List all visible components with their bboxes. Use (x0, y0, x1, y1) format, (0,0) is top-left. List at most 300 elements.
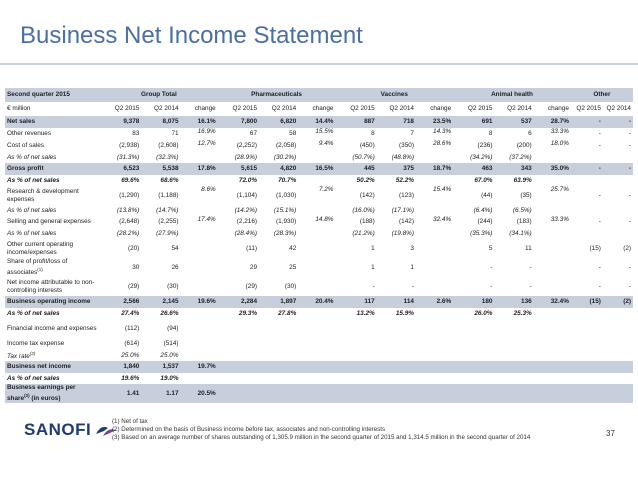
table-cell: 537 (494, 116, 533, 128)
table-cell: (1,930) (276, 218, 297, 225)
table-cell: 117 (335, 296, 376, 308)
row-label-text: Research & development expenses (7, 187, 79, 203)
table-cell: (19.8%) (391, 229, 414, 237)
table-cell: 2.6% (416, 296, 453, 308)
row-label (5, 186, 100, 205)
table-cell: 25.7% (550, 186, 569, 193)
table-cell (298, 205, 335, 216)
table-cell (377, 350, 416, 361)
table-cell: 15.4% (433, 186, 452, 193)
table-cell (218, 350, 259, 361)
row-label (5, 216, 100, 228)
row-label-text: Net sales (7, 118, 36, 125)
table-cell: (15) (589, 244, 601, 252)
table-cell: (29) (127, 282, 140, 290)
table-cell: (31.3%) (116, 153, 140, 161)
table-cell: (21.2%) (352, 229, 375, 237)
table-cell: - (372, 282, 375, 290)
table-cell: - (628, 191, 631, 199)
table-cell: - (411, 282, 414, 290)
table-cell: 5 (488, 244, 493, 252)
row-label (5, 350, 100, 361)
table-cell (453, 373, 494, 384)
table-cell: (11) (246, 244, 258, 252)
row-label-text: As % of net sales (7, 309, 60, 317)
table-cell: (30) (167, 282, 179, 290)
table-cell (298, 152, 335, 163)
table-cell: 14.8% (315, 216, 334, 223)
page-number: 37 (606, 429, 615, 438)
animal-health-header: Animal health (453, 88, 571, 102)
footnote-line: (2) Determined on the basis of Business income before tax, associates and non-controlling interests (112, 426, 386, 433)
table-cell: (2) (603, 296, 633, 308)
table-cell: 28.6% (433, 140, 452, 147)
table-cell (298, 175, 335, 186)
table-cell: - (598, 282, 601, 290)
footnote-line: (1) Net of tax (112, 418, 148, 425)
table-cell: 52.2% (395, 176, 414, 184)
table-cell: 25.0% (121, 351, 140, 359)
column-header: Q2 2015 (350, 105, 375, 112)
table-cell (298, 373, 335, 384)
table-cell: 18.7% (416, 163, 453, 175)
table-row (5, 308, 633, 319)
table-cell (416, 277, 453, 296)
table-cell: (30.2%) (273, 153, 297, 161)
slide-title: Business Net Income Statement (20, 22, 363, 49)
table-cell: (13.8%) (116, 206, 140, 214)
table-cell (259, 384, 298, 403)
table-cell (298, 361, 335, 373)
column-header: change (430, 105, 452, 112)
table-cell: 70.7% (278, 176, 297, 184)
table-cell (534, 175, 571, 186)
table-row (5, 216, 633, 228)
table-cell (534, 373, 571, 384)
table-row (5, 350, 633, 361)
table-cell: 2,566 (100, 296, 141, 308)
row-label-text: Other revenues (7, 130, 52, 137)
table-cell: - (628, 282, 631, 290)
table-cell (181, 239, 218, 258)
table-cell (416, 384, 453, 403)
column-header: Q2 2014 (389, 105, 414, 112)
row-label (5, 308, 100, 319)
table-cell: - (598, 263, 601, 271)
row-label (5, 239, 100, 258)
row-label-text: Selling and general expenses (7, 218, 91, 225)
table-cell (494, 350, 533, 361)
table-cell: 1 (410, 263, 414, 271)
table-cell: 29 (249, 263, 258, 271)
table-cell: 13.2% (356, 309, 375, 317)
table-cell (218, 361, 259, 373)
table-cell: 2,145 (141, 296, 180, 308)
table-cell: 1,897 (259, 296, 298, 308)
row-label-text: Income tax expense (7, 340, 65, 348)
table-cell: 26.6% (160, 309, 179, 317)
row-label-text: As % of net sales (7, 176, 60, 184)
table-cell (571, 361, 603, 373)
table-cell (298, 258, 335, 277)
table-cell: 25.0% (160, 351, 179, 359)
table-cell: 12.7% (197, 140, 216, 147)
table-cell (571, 228, 603, 239)
table-cell: 32.4% (534, 296, 571, 308)
table-cell: 26 (171, 263, 179, 271)
table-cell: - (628, 263, 631, 271)
row-label (5, 128, 100, 140)
row-label-text: As % of net sales (7, 153, 57, 161)
table-cell: - (603, 116, 633, 128)
row-label (5, 205, 100, 216)
table-cell (416, 361, 453, 373)
table-cell: 180 (453, 296, 494, 308)
table-cell: (6.4%) (473, 206, 493, 214)
table-cell (298, 239, 335, 258)
table-cell: (123) (399, 191, 414, 199)
row-label-text: Business earnings per share (7, 384, 76, 403)
table-cell: 16.5% (298, 163, 335, 175)
table-cell (181, 205, 218, 216)
table-cell (181, 175, 218, 186)
column-header-row (5, 102, 633, 116)
table-cell: (1,030) (276, 191, 297, 199)
row-label (5, 228, 100, 239)
table-cell (603, 308, 633, 319)
table-cell (453, 319, 494, 338)
footnotes (112, 418, 530, 442)
table-cell (571, 350, 603, 361)
table-cell (416, 205, 453, 216)
row-label (5, 319, 100, 338)
table-cell: 26.0% (474, 309, 493, 317)
table-cell: 27.8% (278, 309, 297, 317)
column-header: Q2 2015 (232, 105, 258, 112)
row-label (5, 384, 100, 403)
table-cell (603, 361, 633, 373)
row-label-text: Cost of sales (7, 142, 44, 149)
table-cell: 19.6% (181, 296, 218, 308)
row-label-text: As % of net sales (7, 229, 57, 237)
table-cell: 7.2% (318, 186, 334, 193)
table-cell: (2,255) (158, 218, 179, 225)
table-cell: (1,188) (158, 191, 179, 199)
table-row (5, 258, 633, 277)
table-cell: 18.0% (550, 140, 569, 147)
table-cell (259, 373, 298, 384)
table-cell (534, 308, 571, 319)
table-row (5, 296, 633, 308)
row-label-text: As % of net sales (7, 206, 57, 214)
table-cell (335, 373, 376, 384)
column-header: change (194, 105, 216, 112)
table-cell (571, 319, 603, 338)
table-cell (534, 228, 571, 239)
table-cell (377, 319, 416, 338)
table-row (5, 140, 633, 152)
row-label (5, 152, 100, 163)
row-label-text: Gross profit (7, 165, 44, 172)
table-cell (416, 175, 453, 186)
table-cell: 887 (335, 116, 376, 128)
table-cell: 2,284 (218, 296, 259, 308)
table-cell (335, 384, 376, 403)
vaccines-header: Vaccines (335, 88, 453, 102)
table-cell: 1.17 (141, 384, 180, 403)
table-cell (298, 308, 335, 319)
table-cell (416, 319, 453, 338)
table-cell: 58 (289, 130, 297, 137)
table-cell: 28.7% (534, 116, 571, 128)
table-cell (494, 384, 533, 403)
table-cell: - (603, 163, 633, 175)
table-cell: 3 (410, 244, 414, 252)
table-cell: 33.3% (550, 128, 569, 135)
table-cell (377, 373, 416, 384)
table-cell (534, 205, 571, 216)
row-label-text: Financial income and expenses (7, 324, 97, 332)
row-label (5, 140, 100, 152)
table-cell: - (571, 116, 603, 128)
table-cell (298, 350, 335, 361)
column-header: change (547, 105, 569, 112)
row-label (5, 116, 100, 128)
table-cell (603, 373, 633, 384)
table-cell: (183) (516, 218, 532, 225)
table-cell: - (529, 282, 532, 290)
table-cell: 6,523 (100, 163, 141, 175)
table-cell (603, 205, 633, 216)
table-cell (181, 277, 218, 296)
table-cell: (30) (284, 282, 297, 290)
footnote-line: (3) Based on an average number of shares outstanding of 1,305.9 million in the second quarter of 2015 and 1,314.5 million in the second quarter of 2014 (112, 434, 531, 441)
table-cell: - (598, 130, 601, 137)
table-cell: 343 (494, 163, 533, 175)
table-cell (181, 350, 218, 361)
column-header: Q2 2014 (507, 105, 532, 112)
table-cell: (17.1%) (391, 206, 414, 214)
table-row (5, 128, 633, 140)
column-header: Q2 2014 (606, 105, 631, 112)
table-cell: 67 (249, 130, 258, 137)
table-cell: (28.2%) (116, 229, 140, 237)
table-cell: (188) (359, 218, 375, 225)
table-cell: (34.2%) (470, 153, 493, 161)
table-cell: - (598, 142, 601, 149)
table-cell: (1,290) (119, 191, 140, 199)
row-label (5, 338, 100, 350)
table-cell (416, 350, 453, 361)
row-label (5, 373, 100, 384)
table-row (5, 116, 633, 128)
table-cell: (48.8%) (391, 153, 414, 161)
table-row (5, 239, 633, 258)
table-cell: 691 (453, 116, 494, 128)
table-cell: 5,615 (218, 163, 259, 175)
table-cell: 8 (371, 130, 375, 137)
row-label-text: Business net income (7, 363, 71, 371)
table-cell: 83 (132, 130, 140, 137)
table-cell (571, 152, 603, 163)
table-cell: (6.5%) (512, 206, 532, 214)
table-cell (416, 258, 453, 277)
column-header: change (312, 105, 334, 112)
table-cell (534, 338, 571, 350)
table-cell (377, 338, 416, 350)
table-cell (534, 319, 571, 338)
row-label (5, 175, 100, 186)
table-cell: 6,820 (259, 116, 298, 128)
table-cell: (2,608) (158, 142, 179, 149)
table-cell: (514) (163, 340, 179, 348)
table-row (5, 373, 633, 384)
table-cell (335, 350, 376, 361)
table-cell (298, 277, 335, 296)
table-cell: (15.1%) (273, 206, 297, 214)
table-cell: 9,378 (100, 116, 141, 128)
table-cell (494, 338, 533, 350)
column-header: Q2 2014 (154, 105, 179, 112)
table-cell: - (628, 142, 631, 149)
table-cell: (200) (516, 142, 532, 149)
table-cell (603, 384, 633, 403)
table-cell: 16.1% (181, 116, 218, 128)
table-row (5, 319, 633, 338)
period-label: Second quarter 2015 (5, 88, 100, 102)
table-cell (298, 319, 335, 338)
table-cell: 1 (371, 263, 375, 271)
table-cell (335, 338, 376, 350)
table-cell (298, 384, 335, 403)
table-cell: 33.3% (550, 216, 569, 223)
table-cell (218, 384, 259, 403)
table-row (5, 338, 633, 350)
table-cell: 8 (488, 130, 493, 137)
table-cell: 68.6% (160, 176, 179, 184)
table-cell: (37.2%) (509, 153, 532, 161)
table-cell: (44) (481, 191, 493, 199)
table-cell: - (529, 263, 532, 271)
table-cell: 30 (132, 263, 140, 271)
table-cell: (27.9%) (156, 229, 179, 237)
table-cell: 20.5% (181, 384, 218, 403)
table-row (5, 175, 633, 186)
table-cell (534, 239, 571, 258)
unit-label: € million (7, 105, 31, 112)
table-cell: (50.7%) (352, 153, 375, 161)
table-cell: 32.4% (433, 216, 452, 223)
table-cell (603, 338, 633, 350)
table-row (5, 384, 633, 403)
table-cell (571, 175, 603, 186)
table-cell: 29.3% (238, 309, 258, 317)
table-cell: (32.3%) (156, 153, 179, 161)
table-cell (181, 258, 218, 277)
table-cell: (16.0%) (352, 206, 375, 214)
table-cell: (28.3%) (273, 229, 297, 237)
row-label (5, 258, 100, 277)
other-header: Other (571, 88, 633, 102)
table-cell (218, 373, 259, 384)
table-cell (453, 384, 494, 403)
table-cell (603, 175, 633, 186)
table-cell: 25 (289, 263, 297, 271)
table-cell: 114 (377, 296, 416, 308)
group-header-row (5, 88, 633, 102)
table-row (5, 186, 633, 205)
row-label (5, 277, 100, 296)
table-cell (571, 384, 603, 403)
table-cell: 4,820 (259, 163, 298, 175)
table-cell: (2,058) (276, 142, 297, 149)
table-cell: (2,216) (236, 218, 258, 225)
row-label (5, 296, 100, 308)
table-cell (259, 319, 298, 338)
table-cell (416, 152, 453, 163)
table-cell: 27.4% (121, 309, 140, 317)
table-cell: - (490, 282, 493, 290)
table-cell: 15.9% (395, 309, 414, 317)
table-cell: (35) (520, 191, 532, 199)
table-cell: (14.2%) (234, 206, 258, 214)
table-cell: 19.7% (181, 361, 218, 373)
table-cell: 1,840 (100, 361, 141, 373)
table-cell (416, 338, 453, 350)
table-cell: 19.6% (121, 374, 140, 382)
table-cell: 718 (377, 116, 416, 128)
row-label-text: Business operating income (7, 298, 91, 306)
table-cell: 67.0% (474, 176, 493, 184)
table-cell: (236) (477, 142, 493, 149)
column-header: Q2 2015 (467, 105, 493, 112)
footnote-marker: (1) (37, 267, 43, 272)
table-cell (181, 338, 218, 350)
table-cell: 1.41 (100, 384, 141, 403)
table-row (5, 205, 633, 216)
table-cell: 17.8% (181, 163, 218, 175)
table-cell (298, 228, 335, 239)
table-cell (571, 338, 603, 350)
column-header: Q2 2015 (576, 105, 601, 112)
table-cell: 16.9% (197, 128, 216, 135)
table-cell (181, 373, 218, 384)
table-row (5, 361, 633, 373)
table-cell: 50.2% (356, 176, 375, 184)
table-cell: 1 (371, 244, 375, 252)
table-row (5, 277, 633, 296)
table-cell: (29) (245, 282, 258, 290)
table-cell (534, 361, 571, 373)
sanofi-logo (24, 420, 117, 440)
row-label-text: Share of profit/loss of associates (7, 258, 68, 277)
table-cell: (28.9%) (234, 153, 258, 161)
table-cell (603, 319, 633, 338)
table-cell: (20) (127, 244, 140, 252)
group-total-header: Group Total (100, 88, 218, 102)
income-statement-table (5, 88, 633, 403)
table-cell: 9.4% (318, 140, 334, 147)
table-cell: 71 (171, 130, 179, 137)
row-label-text: Tax rate (7, 353, 30, 361)
table-cell (603, 350, 633, 361)
table-cell (603, 228, 633, 239)
row-label (5, 163, 100, 175)
table-row (5, 163, 633, 175)
table-cell (181, 319, 218, 338)
table-cell (416, 228, 453, 239)
table-cell: 69.6% (121, 176, 140, 184)
